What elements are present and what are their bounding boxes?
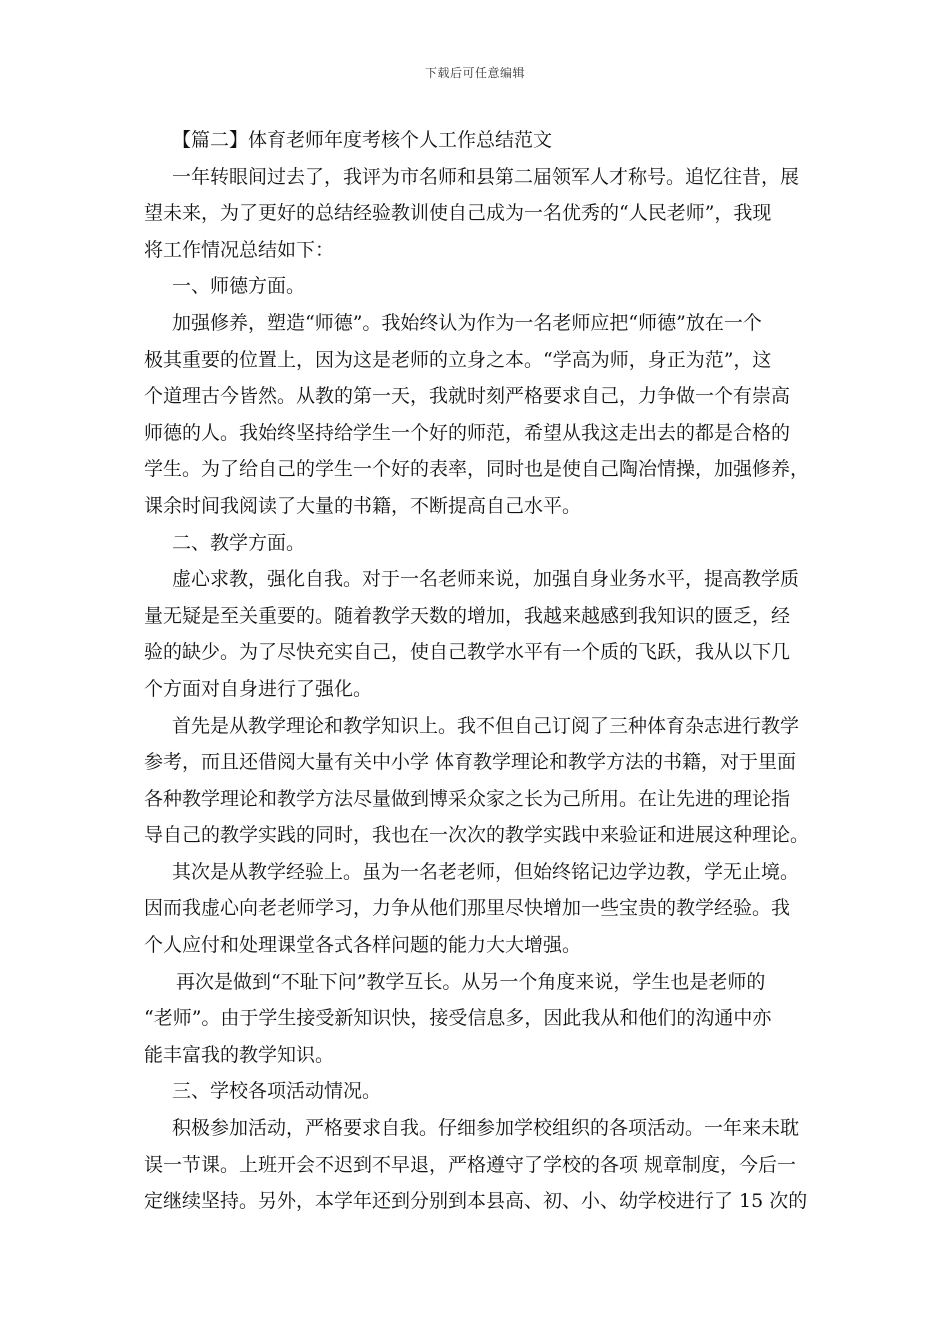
text-line: 虚心求教，强化自我。对于一名老师来说，加强自身业务水平，提高教学质 (172, 568, 800, 591)
text-line: 个方面对自身进行了强化。 (144, 677, 373, 700)
text-line: 其次是从教学经验上。虽为一名老老师，但始终铭记边学边教，学无止境。 (172, 860, 800, 883)
page-header: 下载后可任意编辑 (424, 66, 525, 80)
text-line: 量无疑是至关重要的。随着教学天数的增加，我越来越感到我知识的匮乏，经 (144, 604, 791, 627)
text-line: 能丰富我的教学知识。 (144, 1043, 335, 1066)
text-line: 一、师德方面。 (172, 275, 306, 298)
text-line: 二、教学方面。 (172, 531, 306, 554)
text-line: 个道理古今皆然。从教的第一天，我就时刻严格要求自己，力争做一个有崇高 (144, 385, 791, 408)
document-body (144, 122, 810, 1220)
text-line: 导自己的教学实践的同时，我也在一次次的教学实践中来验证和进展这种理论。 (144, 824, 810, 847)
text-line: 一年转眼间过去了，我评为市名师和县第二届领军人才称号。追忆往昔，展 (172, 165, 800, 188)
text-line: 个人应付和处理课堂各式各样问题的能力大大增强。 (144, 934, 582, 957)
text-line: 再次是做到“不耻下问”教学互长。从另一个角度来说，学生也是老师的 (176, 970, 766, 993)
text-line: 极其重要的位置上，因为这是老师的立身之本。“学高为师，身正为范”，这 (144, 348, 772, 371)
text-line: 学生。为了给自己的学生一个好的表率，同时也是使自己陶冶情操，加强修养， (144, 458, 810, 481)
text-line: 参考，而且还借阅大量有关中小学 体育教学理论和教学方法的书籍，对于里面 (144, 751, 797, 774)
text-line: 各种教学理论和教学方法尽量做到博采众家之长为己所用。在让先进的理论指 (144, 787, 791, 810)
text-line: 加强修养，塑造“师德”。我始终认为作为一名老师应把“师德”放在一个 (172, 311, 762, 334)
text-line: 积极参加活动，严格要求自我。仔细参加学校组织的各项活动。一年来未耽 (172, 1117, 800, 1140)
text-line: 师德的人。我始终坚持给学生一个好的师范，希望从我这走出去的都是合格的 (144, 421, 791, 444)
text-line: 三、学校各项活动情况。 (172, 1080, 382, 1103)
text-line: 定继续坚持。另外，本学年还到分别到本县高、初、小、幼学校进行了 15 次的 (144, 1190, 808, 1213)
text-line: 误一节课。上班开会不迟到不早退，严格遵守了学校的各项 规章制度，今后一 (144, 1153, 797, 1176)
document-title: 【篇二】体育老师年度考核个人工作总结范文 (172, 129, 553, 151)
text-line: 课余时间我阅读了大量的书籍，不断提高自己水平。 (144, 494, 582, 517)
text-line: 将工作情况总结如下： (144, 238, 335, 261)
text-line: 因而我虚心向老老师学习，力争从他们那里尽快增加一些宝贵的教学经验。我 (144, 897, 791, 920)
text-line: “老师”。由于学生接受新知识快，接受信息多，因此我从和他们的沟通中亦 (144, 1007, 772, 1030)
text-line: 验的缺少。为了尽快充实自己，使自己教学水平有一个质的飞跃，我从以下几 (144, 641, 791, 664)
text-line: 首先是从教学理论和教学知识上。我不但自己订阅了三种体育杂志进行教学 (172, 714, 800, 737)
text-line: 望未来，为了更好的总结经验教训使自己成为一名优秀的“人民老师”，我现 (144, 202, 772, 225)
